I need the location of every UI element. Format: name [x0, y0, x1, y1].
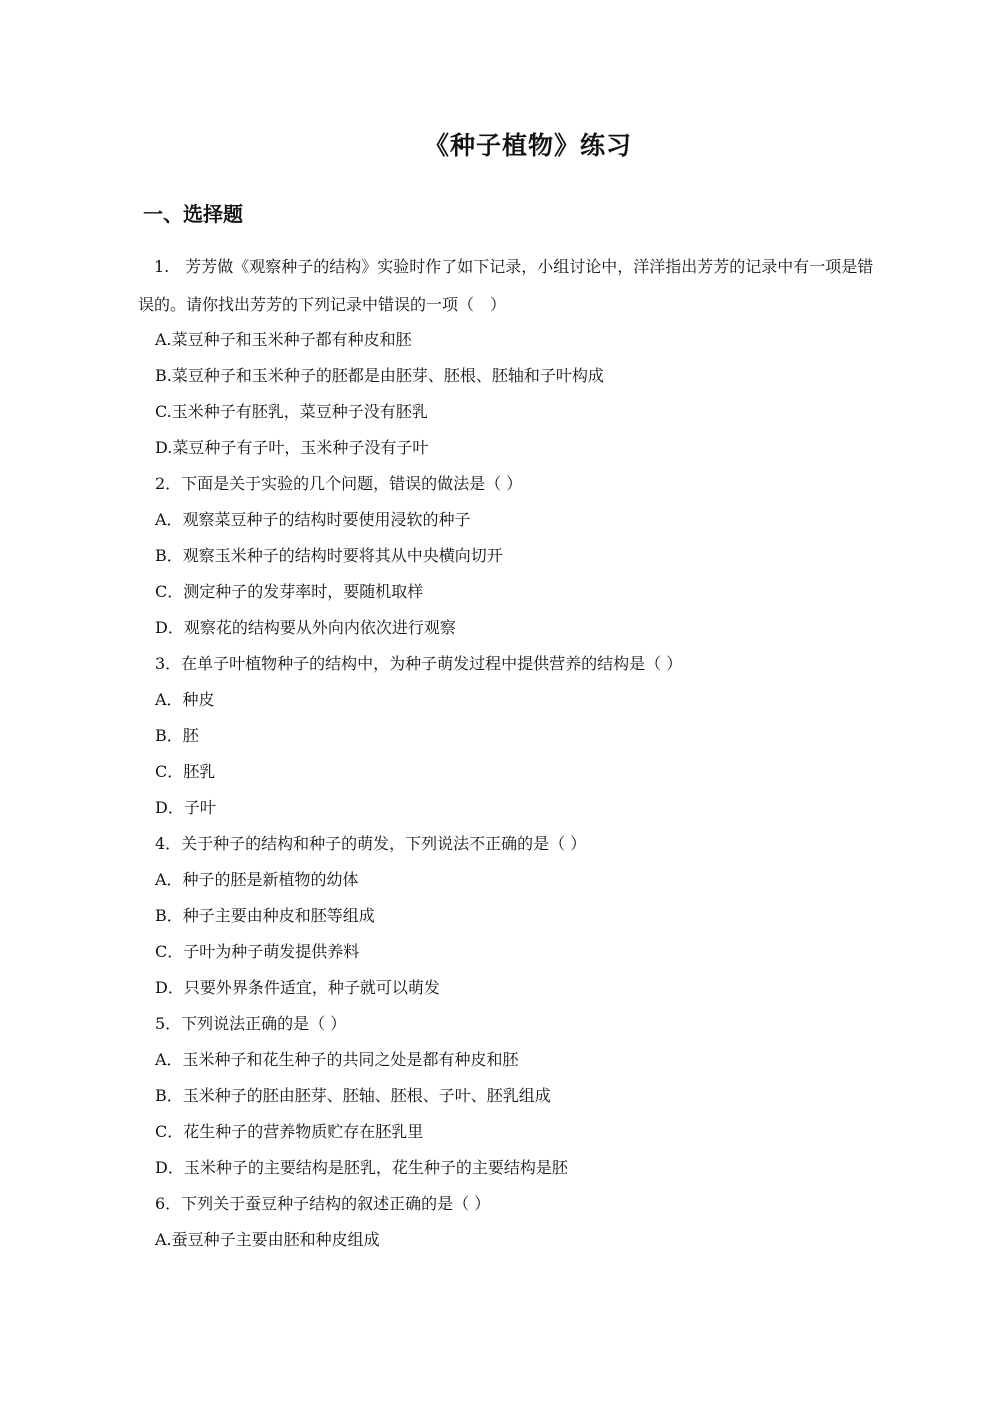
- question-3-option-a: A．种皮: [155, 690, 215, 709]
- question-4-option-a: A．种子的胚是新植物的幼体: [155, 870, 359, 889]
- question-1-option-d: D.菜豆种子有子叶，玉米种子没有子叶: [155, 438, 429, 457]
- question-4-option-c: C．子叶为种子萌发提供养料: [155, 942, 360, 961]
- document-title: 《种子植物》练习: [423, 131, 632, 160]
- section-heading: 一、选择题: [143, 202, 243, 226]
- question-5-option-d: D．玉米种子的主要结构是胚乳，花生种子的主要结构是胚: [155, 1158, 568, 1177]
- question-1-option-c: C.玉米种子有胚乳，菜豆种子没有胚乳: [155, 402, 428, 421]
- question-5-option-a: A．玉米种子和花生种子的共同之处是都有种皮和胚: [155, 1050, 519, 1069]
- question-2-option-a: A．观察菜豆种子的结构时要使用浸软的种子: [155, 510, 471, 529]
- question-2-option-c: C．测定种子的发芽率时，要随机取样: [155, 582, 424, 601]
- question-4-option-d: D．只要外界条件适宜，种子就可以萌发: [155, 978, 440, 997]
- question-3-stem: 3．在单子叶植物种子的结构中，为种子萌发过程中提供营养的结构是（ ）: [155, 654, 683, 673]
- question-1-stem: 1. 芳芳做《观察种子的结构》实验时作了如下记录，小组讨论中，洋洋指出芳芳的记录中有一项是错误的。请你找出芳芳的下列记录中错误的一项（ ）: [138, 257, 874, 314]
- question-2-option-b: B．观察玉米种子的结构时要将其从中央横向切开: [155, 546, 503, 565]
- question-5-stem: 5．下列说法正确的是（ ）: [155, 1014, 347, 1033]
- question-1-option-a: A.菜豆种子和玉米种子都有种皮和胚: [155, 330, 412, 349]
- question-4-option-b: B．种子主要由种皮和胚等组成: [155, 906, 375, 925]
- question-1-option-b: B.菜豆种子和玉米种子的胚都是由胚芽、胚根、胚轴和子叶构成: [155, 366, 604, 385]
- question-6-option-a: A.蚕豆种子主要由胚和种皮组成: [155, 1230, 380, 1249]
- question-6-stem: 6．下列关于蚕豆种子结构的叙述正确的是（ ）: [155, 1194, 491, 1213]
- question-2-stem: 2．下面是关于实验的几个问题，错误的做法是（ ）: [155, 474, 523, 493]
- question-3-option-c: C．胚乳: [155, 762, 216, 781]
- question-3-option-d: D．子叶: [155, 798, 216, 817]
- question-5-option-b: B．玉米种子的胚由胚芽、胚轴、胚根、子叶、胚乳组成: [155, 1086, 551, 1105]
- question-4-stem: 4．关于种子的结构和种子的萌发，下列说法不正确的是（ ）: [155, 834, 587, 853]
- question-3-option-b: B．胚: [155, 726, 199, 745]
- question-2-option-d: D．观察花的结构要从外向内依次进行观察: [155, 618, 456, 637]
- question-5-option-c: C．花生种子的营养物质贮存在胚乳里: [155, 1122, 424, 1141]
